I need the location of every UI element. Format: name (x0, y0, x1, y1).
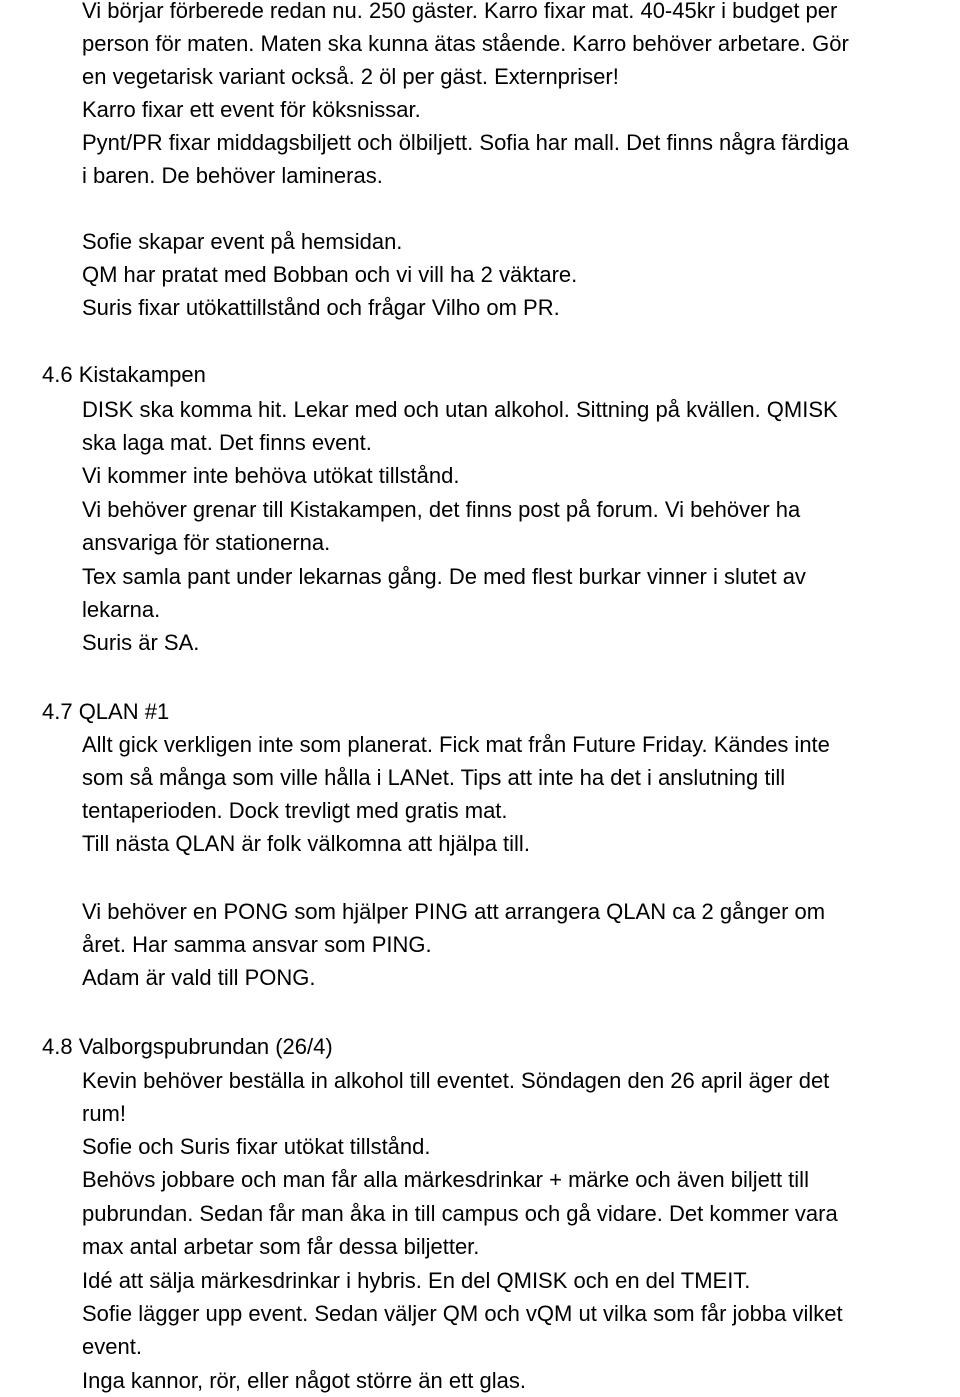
section-heading-qlan: 4.7 QLAN #1 (42, 699, 170, 724)
paragraph-line: Karro fixar ett event för köksnissar. (82, 97, 421, 122)
paragraph-line: Sofie lägger upp event. Sedan väljer QM och vQM ut vilka som får jobba vilket (82, 1301, 843, 1326)
paragraph-line: rum! (82, 1101, 126, 1126)
paragraph-line: pubrundan. Sedan får man åka in till campus och gå vidare. Det kommer vara (82, 1201, 838, 1226)
paragraph-line: Vi börjar förberede redan nu. 250 gäster. Karro fixar mat. 40-45kr i budget per (82, 0, 838, 23)
paragraph-line: Tex samla pant under lekarnas gång. De med flest burkar vinner i slutet av (82, 564, 806, 589)
paragraph-line: Idé att sälja märkesdrinkar i hybris. En del QMISK och en del TMEIT. (82, 1268, 751, 1293)
paragraph-line: Till nästa QLAN är folk välkomna att hjälpa till. (82, 831, 530, 856)
paragraph-line: QM har pratat med Bobban och vi vill ha 2 väktare. (82, 262, 578, 287)
paragraph-line: Vi behöver grenar till Kistakampen, det finns post på forum. Vi behöver ha (82, 497, 801, 522)
paragraph-line: Behövs jobbare och man får alla märkesdrinkar + märke och även biljett till (82, 1167, 809, 1192)
paragraph-line: i baren. De behöver lamineras. (82, 163, 383, 188)
paragraph-line: året. Har samma ansvar som PING. (82, 932, 432, 957)
paragraph-line: max antal arbetar som får dessa biljetter. (82, 1234, 480, 1259)
paragraph-line: Sofie skapar event på hemsidan. (82, 229, 403, 254)
paragraph-line: Inga kannor, rör, eller något större än ett glas. (82, 1368, 526, 1393)
paragraph-line: som så många som ville hålla i LANet. Tips att inte ha det i anslutning till (82, 765, 786, 790)
paragraph-line: event. (82, 1334, 142, 1359)
paragraph-line: lekarna. (82, 597, 161, 622)
paragraph-line: ansvariga för stationerna. (82, 530, 331, 555)
section-heading-valborgspubrundan: 4.8 Valborgspubrundan (26/4) (42, 1034, 333, 1059)
paragraph-line: person för maten. Maten ska kunna ätas stående. Karro behöver arbetare. Gör (82, 31, 849, 56)
paragraph-line: en vegetarisk variant också. 2 öl per gäst. Externpriser! (82, 64, 619, 89)
paragraph-line: Pynt/PR fixar middagsbiljett och ölbiljett. Sofia har mall. Det finns några färdiga (82, 130, 849, 155)
paragraph-line: Suris är SA. (82, 630, 200, 655)
paragraph-line: ska laga mat. Det finns event. (82, 430, 372, 455)
paragraph-line: Vi behöver en PONG som hjälper PING att arrangera QLAN ca 2 gånger om (82, 899, 826, 924)
paragraph-line: Kevin behöver beställa in alkohol till eventet. Söndagen den 26 april äger det (82, 1068, 830, 1093)
paragraph-line: DISK ska komma hit. Lekar med och utan alkohol. Sittning på kvällen. QMISK (82, 397, 838, 422)
section-heading-kistakampen: 4.6 Kistakampen (42, 362, 206, 387)
paragraph-line: Vi kommer inte behöva utökat tillstånd. (82, 463, 460, 488)
paragraph-line: Adam är vald till PONG. (82, 965, 316, 990)
paragraph-line: Sofie och Suris fixar utökat tillstånd. (82, 1134, 431, 1159)
paragraph-line: Allt gick verkligen inte som planerat. Fick mat från Future Friday. Kändes inte (82, 732, 830, 757)
paragraph-line: tentaperioden. Dock trevligt med gratis mat. (82, 798, 508, 823)
paragraph-line: Suris fixar utökattillstånd och frågar Vilho om PR. (82, 295, 560, 320)
